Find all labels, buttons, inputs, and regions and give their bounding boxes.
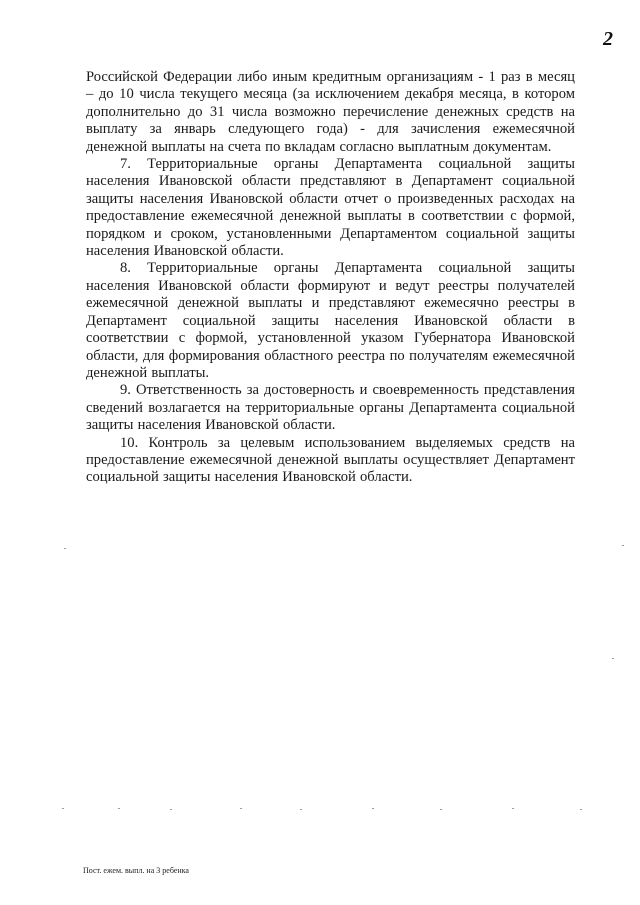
scan-speck <box>512 808 514 809</box>
document-body <box>86 69 575 487</box>
paragraph-item-7: 7. Территориальные органы Департамента социальной защиты населения Ивановской области представляют в Департамент социальной защиты населения Ивановской области отчет о произведенных расходах на предоставление ежемесячной денежной выплаты в соответствии с формой, порядком и сроком, установленными Департаментом социальной защиты населения Ивановской области. <box>86 156 575 260</box>
scan-speck <box>440 809 442 810</box>
scan-speck <box>580 809 582 810</box>
scan-speck <box>118 808 120 809</box>
paragraph-item-9: 9. Ответственность за достоверность и своевременность представления сведений возлагается на территориальные органы Департамента социальной защиты населения Ивановской области. <box>86 382 575 434</box>
scan-speck <box>300 809 302 810</box>
scan-speck <box>612 658 614 659</box>
paragraph-continuation: Российской Федерации либо иным кредитным организациям - 1 раз в месяц – до 10 числа текущего месяца (за исключением декабря месяца, в котором дополнительно до 31 числа возможно перечисление денежных средств на выплату за январь следующего года) - для зачисления ежемесячной денежной выплаты на счета по вкладам согласно выплатным документам. <box>86 69 575 155</box>
paragraph-item-10: 10. Контроль за целевым использованием выделяемых средств на предоставление ежемесячной денежной выплаты осуществляет Департамент социальной защиты населения Ивановской области. <box>86 434 575 486</box>
scan-speck <box>622 545 624 546</box>
paragraph-item-8: 8. Территориальные органы Департамента социальной защиты населения Ивановской области формируют и ведут реестры получателей ежемесячной денежной выплаты и представляют ежемесячно реестры в Департамент социальной защиты населения Ивановской области в соответствии с формой, установленной указом Губернатора Ивановской области, для формирования областного реестра по получателям ежемесячной денежной выплаты. <box>86 260 575 381</box>
scan-speck <box>372 808 374 809</box>
page-number: 2 <box>603 28 613 50</box>
scan-speck <box>64 548 66 549</box>
scan-speck <box>62 808 64 809</box>
footer-filename: Пост. ежем. выпл. на 3 ребенка <box>83 866 189 875</box>
scan-speck <box>240 808 242 809</box>
scan-speck <box>170 809 172 810</box>
